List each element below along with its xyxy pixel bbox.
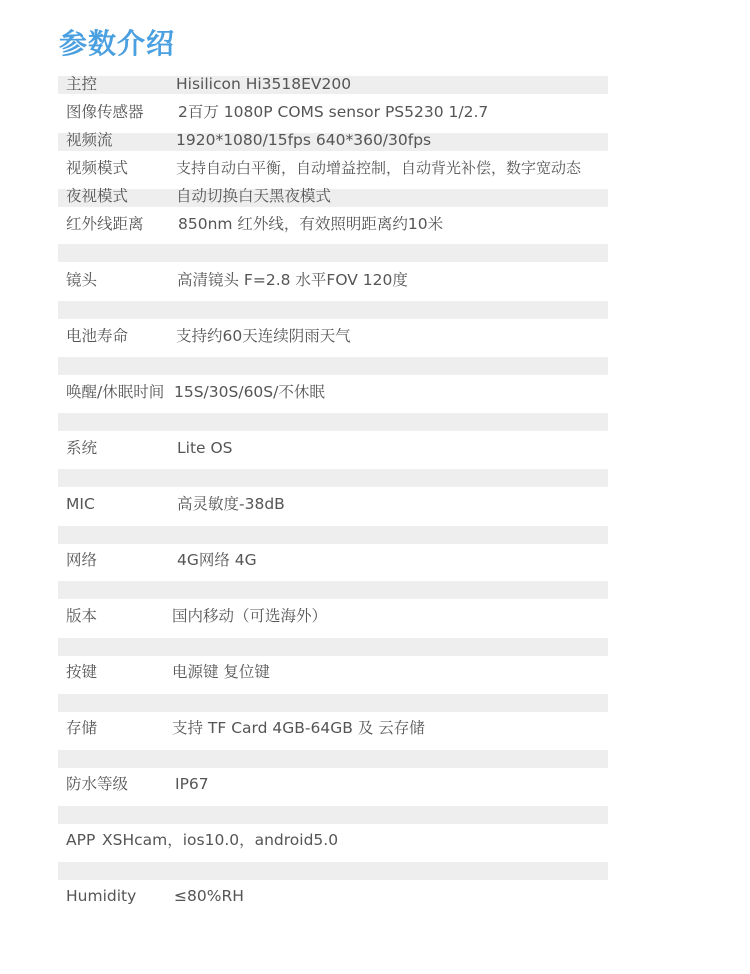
row-band [58,244,608,262]
row-band [58,638,608,656]
spec-value: 国内移动（可选海外） [172,607,328,625]
spec-value: 1920*1080/15fps 640*360/30fps [176,131,432,149]
spec-value: ≤80%RH [174,887,244,905]
spec-value: IP67 [175,775,209,793]
spec-value: 850nm 红外线，有效照明距离约10米 [178,215,444,233]
spec-label: MIC [66,495,95,513]
spec-label: 唤醒/休眠时间 [66,383,165,401]
row-band [58,413,608,431]
spec-value: 支持约60天连续阴雨天气 [176,327,351,345]
spec-label: 红外线距离 [66,215,144,233]
row-band [58,694,608,712]
spec-value: 支持 TF Card 4GB-64GB 及 云存储 [172,719,425,737]
spec-value: 4G网络 4G [177,551,257,569]
spec-value: 2百万 1080P COMS sensor PS5230 1/2.7 [178,103,489,121]
spec-label: 版本 [66,607,98,625]
spec-value: 电源键 复位键 [172,663,270,681]
spec-value: 高灵敏度-38dB [177,495,285,513]
row-band [58,357,608,375]
page-title: 参数介绍 [59,27,176,60]
row-band [58,581,608,599]
spec-label: 防水等级 [66,775,129,793]
row-band [58,301,608,319]
spec-label: 视频模式 [66,159,129,177]
spec-label: APP [66,831,96,849]
spec-value: 15S/30S/60S/不休眠 [174,383,325,401]
row-band [58,862,608,880]
row-band [58,189,608,207]
spec-value: Lite OS [177,439,233,457]
spec-label: 按键 [66,663,98,681]
row-band [58,750,608,768]
spec-label: 图像传感器 [66,103,144,121]
spec-value: 支持自动白平衡，自动增益控制，自动背光补偿，数字宽动态 [176,159,582,177]
spec-label: 主控 [66,75,98,93]
row-band [58,469,608,487]
spec-label: 系统 [66,439,98,457]
row-band [58,526,608,544]
spec-label: 存储 [66,719,98,737]
row-band [58,806,608,824]
spec-label: 网络 [66,551,98,569]
spec-value: 自动切换白天黑夜模式 [176,187,332,205]
spec-label: 镜头 [66,271,98,289]
spec-label: 电池寿命 [66,327,129,345]
spec-value: XSHcam，ios10.0，android5.0 [102,831,339,849]
spec-label: 夜视模式 [66,187,129,205]
spec-value: 高清镜头 F=2.8 水平FOV 120度 [177,271,408,289]
spec-label: Humidity [66,887,137,905]
spec-label: 视频流 [66,131,113,149]
spec-value: Hisilicon Hi3518EV200 [176,75,352,93]
